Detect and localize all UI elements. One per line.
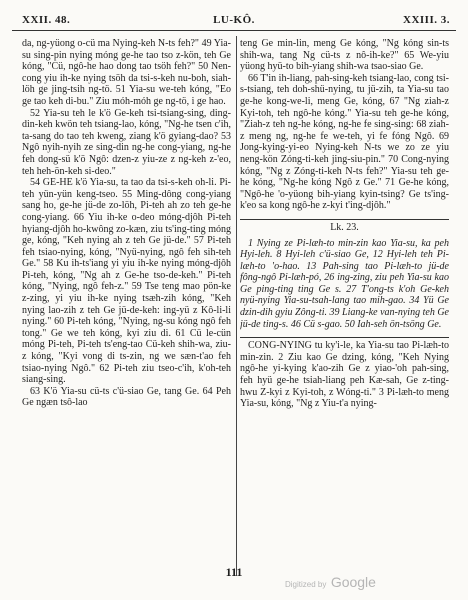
google-logo: Google <box>330 574 376 590</box>
section-rule <box>240 219 449 220</box>
header-rule <box>12 30 456 31</box>
column-divider <box>236 36 237 576</box>
chapter-summary: 1 Nying ze Pi-læh-to min-zin kao Yia-su, ka peh Hyi-leh. 8 Hyi-leh c'ü-siao Ge, 12 Hyi-leh teh Pi-læh-to 'o-hao. 13 Pah-sing tao Pi-læh-to jü-de fông-ngô Pi-læh-pó, 26 ing-zing, ziu peh Yia-su kao Ge ping-ting ting Ge s. 27 T'ong-ts k'oh Ge-keh nyü-nying Yia-su-tsah-lang tao mih-gao. 34 Yü Ge dzin-dih gyiu Zông-ti. 39 Liang-ke van-nying teh Ge jü-de ting-s. 46 Cü s-gao. 50 Iah-seh ön-tsöng Ge. <box>240 237 449 330</box>
paragraph: CONG-NYING tu ky'i-le, ka Yia-su tao Pi-læh-to min-zin. 2 Ziu kao Ge dzing, kóng, "Keh Nying ngô-he yi-kying k'ao-zih Ge z yiao-'oh pah-sing, feh hyü ge-he tsiah-liang peh Kæ-sah, Ge z-ting-hwu Z-kyi z Kyi-toh, z Wóng-ti." 3 Pi-læh-to meng Yia-su, kóng, "Ng z Yiu-t'a nying- <box>240 340 449 410</box>
watermark-prefix: Digitized by <box>285 580 327 589</box>
paragraph: da, ng-yüong o-cü ma Nying-keh N-ts feh?" 49 Yia-su sing-pin nying móng ge-he tao tso z-kön, teh Ge kóng, "Cü, ngô-he hao dong tao tsöh feh?" 50 Nen-cong yiu ih-ke nying tsöh da tsi-s-keh nu-boh, siah-löh ge jing-tsih ng-tö. 51 Yia-su we-teh kóng, "Eo ge tao keh di-bu." Ziu móh-móh ge ng-tö, i ge hao. <box>22 38 231 107</box>
paragraph: 66 T'in ih-liang, pah-sing-keh tsiang-lao, cong tsi-s-tsiang, teh doh-shü-nying, tu jü-zih, ta Yia-su tao ge-he kong-we-li, meng Ge, kóng, 67 "Ng ziah-z Kyi-toh, teh ngô-he kóng." Yia-su teh ge-he kóng, "Ziah-z teh ng-he kóng, ng-he fe sing-sing: 68 ziah-z meng ng, ng-he fe we-teh, yi fe fóng Ngô. 69 Jong-kying-yi-eo Nying-keh N-ts we zo ze yiu neng-kön Zóng-ti-keh jing-siu-pin." 70 Cong-nying kóng, "Ng z Zóng-ti-keh N-ts feh?" Yia-su teh ge-he kóng, "Ng-he kóng Ngô z Ge." 71 Ge-he kóng, "Ngô-he 'o-yüong bih-yiang kyin-tsing? Ge ts'ing-k'eo sa kong ngô-he z-kyi t'ing-djôh." <box>240 72 449 212</box>
page-number: 111 <box>225 565 243 579</box>
chapter-heading: Lk. 23. <box>330 221 359 233</box>
section-rule <box>240 337 449 338</box>
paragraph: 54 GE-HE k'ö Yia-su, ta tao da tsi-s-keh oh-li. Pi-teh yün-yün keng-tseo. 55 Ming-dông cong-yiang sang ho, ge-he jü-de zo-löh, Pi-teh ah zo teh ge-he cong-yiang. 66 Yiu ih-ke o-deo móng-djôh Pi-teh hyiang-djôh ho-kwông zo-kæn, ziu ts'ing-ting móng ge, kóng, "Keh nying ah z teh Ge jü-de." 57 Pi-teh feh tsiao-nying, kóng, "Nyü-nying, ngô feh sih-teh Ge." 58 Ku ih-ts'iang yi yiu ih-ke nying móng-djôh Pi-teh, kóng, "Ng ah z Ge-he tso-de-keh." Pi-teh kóng, "Nying, ngô feh-z." 59 Tse teng mao pön-ke z-zing, yi yiu ih-ke nying tsæh-zih kóng, "Keh nying lao-zih z teh Ge jü-de-keh: ing-yü z Kô-li-li nying." 60 Pi-teh kóng, "Nying, ng-su kóng ngô feh tong." Ge we teh kóng, kyi ziu di. 61 Cü le-cün móng Pi-teh, Pi-teh ts'eng-tao Cü-keh shih-wa, ziu-z kóng, "Kyi vong di ts-zin, ng we sæn-t'ao feh tsiao-nying Ngô." 62 Pi-teh ziu tseo-c'ih, k'oh-teh siang-sing. <box>22 177 231 386</box>
running-header <box>12 14 456 30</box>
header-chapter-left: XXII. 48. <box>22 14 71 26</box>
paragraph: 52 Yia-su teh le k'ö Ge-keh tsi-tsiang-sing, ding-din-keh kwön teh tsiang-lao, kóng, "Ng-he tsen c'ih, ta-sang do tao teh kweng, ziang k'ö gyiang-dao? 53 Ngô nyih-nyih ze sing-din ng-he cong-yiang, ng-he feh dong-sü k'ö Ngô: dzen-z yiu-ze z ng-keh z-'eo, teh heh-ön-keh si-deo." <box>22 107 231 177</box>
header-book-title: LU-KÔ. <box>213 14 255 26</box>
right-column <box>240 38 449 578</box>
paragraph: 63 K'ö Yia-su cü-ts c'ü-siao Ge, tang Ge. 64 Peh Ge ngæn tsô-lao <box>22 385 231 409</box>
digitized-watermark <box>285 574 376 592</box>
left-column <box>22 38 231 578</box>
header-chapter-right: XXIII. 3. <box>403 14 450 26</box>
paragraph: teng Ge min-lin, meng Ge kóng, "Ng kóng sin-ts shih-wa, tang Ng cü-ts z nô-ih-ke?" 65 We-yiu yüong hyü-to bih-yiang shih-wa tsao-siao Ge. <box>240 38 449 73</box>
